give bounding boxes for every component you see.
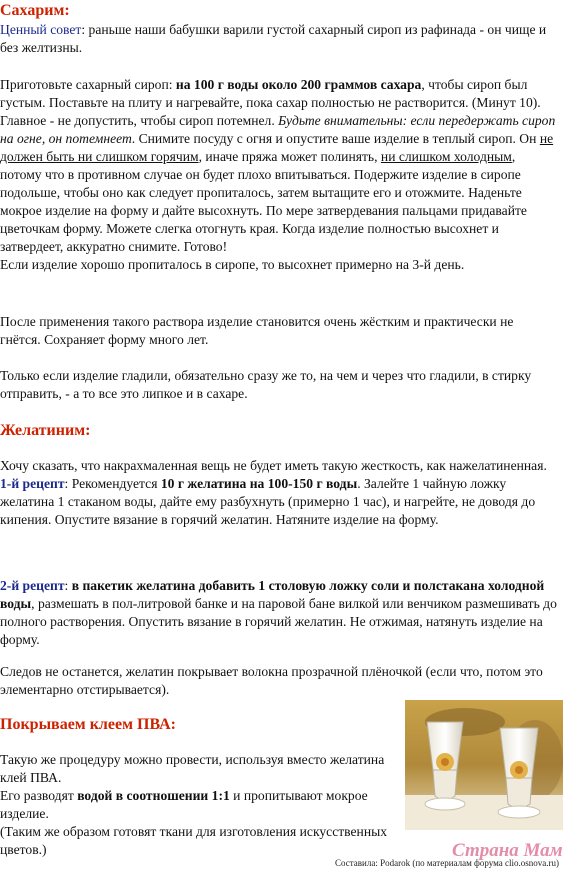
text: . Снимите посуду с огня и опустите ваше изделие в теплый сироп. Он (131, 131, 540, 146)
photo-illustration (405, 700, 563, 830)
underlined-text: ни слишком холодным (380, 149, 512, 164)
italic-text: Будьте внимательны (278, 113, 403, 128)
heading-sugar: Сахарим: (0, 2, 70, 19)
pva-paragraph (0, 751, 400, 859)
text: , чтобы сироп был густым. Поставьте на плиту и нагревайте, пока сахар полностью не растворится. (Минут 10). Главное - не допустить, чтобы сироп потемнел. (0, 77, 541, 128)
text: Если изделие хорошо пропиталось в сиропе, то высохнет примерно на 3-й день. (0, 257, 465, 272)
text: : Рекомендуется (64, 476, 161, 491)
text: : (64, 578, 72, 593)
text: , иначе пряжа может полинять, (198, 149, 381, 164)
recipe-1-label: 1-й рецепт (0, 476, 65, 491)
bold-text: водой в соотношении 1:1 (77, 788, 230, 803)
italic-text: : если передержать сироп на огне, он потемнеет (0, 113, 556, 146)
gelatin-recipe-2 (0, 577, 557, 649)
tip-paragraph (0, 21, 557, 57)
sugar-instructions (0, 76, 557, 274)
heading-pva: Покрываем клеем ПВА: (0, 716, 176, 733)
tip-label: Ценный совет (0, 22, 82, 37)
bold-text: на 100 г воды около 200 граммов сахара (175, 77, 422, 92)
crochet-glass-photo (405, 700, 563, 830)
sugar-result-paragraph: После применения такого раствора изделие становится очень жёстким и практически не гнётся. Сохраняет форму много лет. (0, 314, 514, 347)
text: Приготовьте сахарный сироп: (0, 77, 176, 92)
text: Хочу сказать, что накрахмаленная вещь не будет иметь такую жесткость, как нажелатиненная. (0, 458, 547, 473)
gelatin-note: Следов не останется, желатин покрывает волокна прозрачной плёночкой (если что, потом это элементарно отстирывается). (0, 664, 543, 697)
gelatin-intro (0, 457, 557, 529)
tip-text: : раньше наши бабушки варили густой сахарный сироп из рафинада - он чище и без желтизны. (0, 22, 547, 55)
text: , потому что в противном случае он будет плохо впитываться. Подержите изделие в сиропе подольше, чтобы оно как следует пропиталось, затем вытащите его и отожмите. Наденьте мокрое изделие на форму и дайте высохнуть. По мере затвердевания пальцами придавайте цветочкам форму. Можете слегка отогнуть края. Когда изделие полностью высохнет и затвердеет, аккуратно снимите. Готово! (0, 149, 527, 254)
underlined-text: не должен быть ни слишком горячим (0, 131, 554, 164)
bold-text: в пакетик желатина добавить 1 столовую ложку соли и полстакана холодной воды (0, 578, 545, 611)
text: Его разводят (0, 788, 78, 803)
text: Такую же процедуру можно провести, используя вместо желатина клей ПВА. (0, 752, 385, 785)
watermark-logo: Страна Мам (452, 840, 563, 861)
recipe-2-label: 2-й рецепт (0, 578, 65, 593)
heading-gelatin: Желатиним: (0, 422, 91, 439)
text: и пропитывают мокрое изделие. (0, 788, 368, 821)
bold-text: 10 г желатина на 100-150 г воды (160, 476, 358, 491)
author-credit: Составила: Podarok (по материалам форума clio.osnova.ru) (335, 858, 559, 868)
text: , размешать в пол-литровой банке и на паровой бане вилкой или венчиком размешивать до полного растворения. Опустить вязание в горячий желатин. Не отжимая, натянуть изделие на форму. (0, 596, 557, 647)
sugar-ironing-paragraph: Только если изделие гладили, обязательно сразу же то, на чем и через что гладили, в стирку отправить, - а то все это липкое и в сахаре. (0, 368, 532, 401)
text: (Таким же образом готовят ткани для изготовления искусственных цветов.) (0, 824, 388, 857)
text: . Залейте 1 чайную ложку желатина 1 стаканом воды, дайте ему разбухнуть (примерно 1 час), и нагрейте, не доводя до кипения. Опустите вязание в горячий желатин. Натяните изделие на форму. (0, 476, 536, 527)
